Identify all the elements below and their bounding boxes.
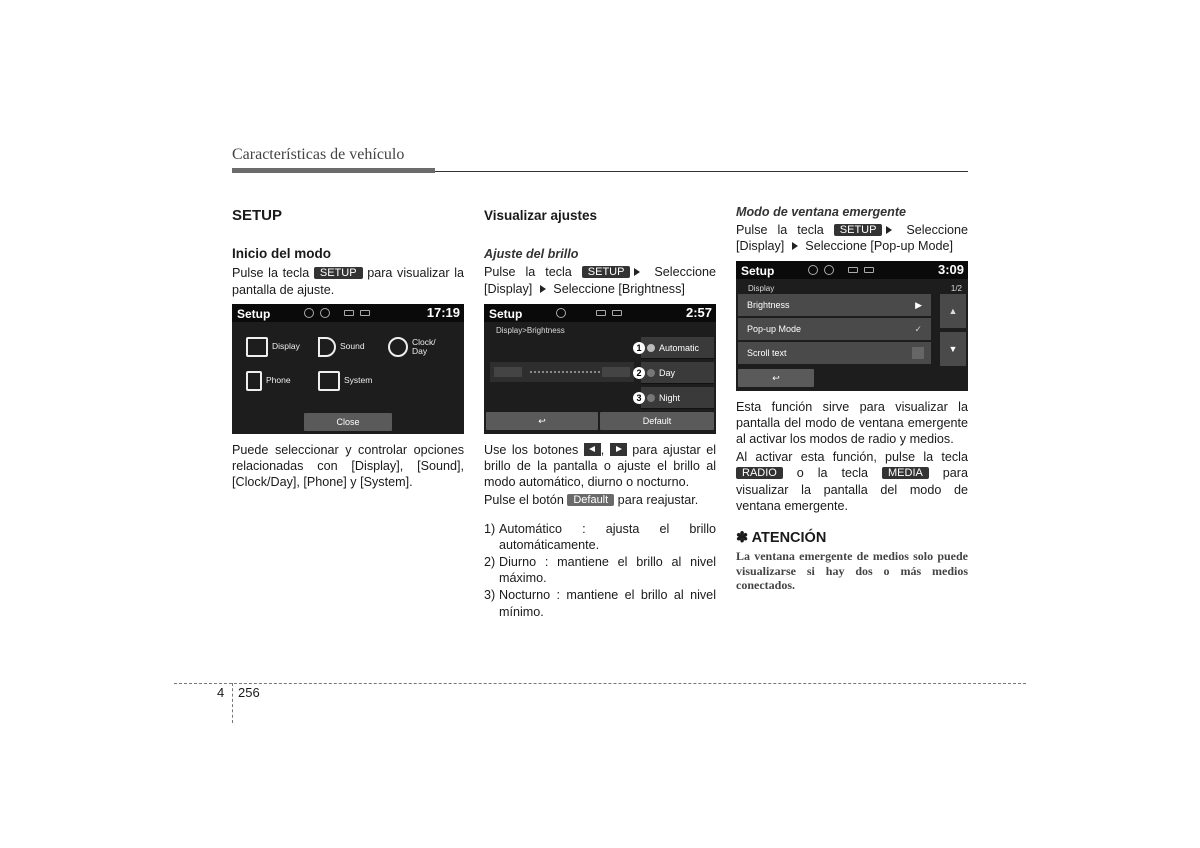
right-arrow-button[interactable] [602, 367, 630, 377]
caution-body: La ventana emergente de medios solo puede visualizarse si hay dos o más medios conectados. [736, 549, 968, 593]
mode-list [484, 521, 716, 620]
bluetooth-icon [556, 308, 566, 318]
disc-icon [320, 308, 330, 318]
text: para reajustar. [614, 493, 699, 508]
number-badge: 3 [633, 392, 645, 404]
radio-icon [647, 369, 655, 377]
section-title: SETUP [232, 207, 283, 224]
brightness-slider[interactable] [490, 362, 634, 382]
list-text: Diurno : mantiene el brillo al nivel máximo. [499, 555, 716, 586]
arrow-icon [634, 268, 640, 276]
radio-icon [647, 344, 655, 352]
tile-system[interactable] [318, 371, 372, 391]
subsection-title: Ajuste del brillo [484, 247, 579, 262]
default-key: Default [567, 494, 614, 506]
text: Seleccione [Pop-up Mode] [801, 239, 954, 254]
arrow-icon [886, 226, 892, 234]
close-button[interactable]: Close [304, 413, 392, 431]
left-arrow-button[interactable] [494, 367, 522, 377]
checkmark-icon: ✓ [914, 323, 922, 334]
scroll-up-button[interactable]: ▲ [940, 294, 966, 328]
default-button[interactable]: Default [600, 412, 714, 430]
status-bar [484, 304, 716, 322]
tile-phone[interactable] [246, 371, 291, 391]
setup-key: SETUP [314, 267, 363, 279]
text: , [600, 442, 610, 457]
text: para visualizar la pantalla de ajuste. [232, 266, 464, 297]
paragraph [484, 492, 716, 508]
setup-screen [232, 304, 464, 434]
arrow-icon [792, 242, 798, 250]
paragraph [484, 442, 716, 491]
footer-divider [232, 683, 233, 723]
battery-icon [612, 310, 622, 316]
scroll-down-button[interactable]: ▼ [940, 332, 966, 366]
clock-time: 3:09 [937, 261, 964, 277]
slider-track [530, 371, 600, 373]
bluetooth-icon [304, 308, 314, 318]
section-title: Visualizar ajustes [484, 208, 598, 223]
tile-label: Display [272, 341, 300, 352]
battery-icon [360, 310, 370, 316]
clock-icon [388, 337, 408, 357]
text: Pulse la tecla [232, 266, 314, 281]
tile-label: System [344, 375, 373, 386]
paragraph: Esta función sirve para visualizar la pantalla del modo de ventana emergente al activar los modos de radio y medios. [736, 399, 968, 447]
back-button[interactable]: ↩ [738, 369, 814, 387]
option-label: Night [659, 392, 681, 403]
header-rule [232, 168, 435, 173]
media-key: MEDIA [882, 467, 929, 479]
paragraph [736, 222, 968, 254]
tile-label: Sound [340, 341, 365, 352]
list-number: 3) [484, 588, 496, 603]
text: Al activar esta función, pulse la tecla [736, 450, 968, 465]
text: para visualizar la pantalla del modo de ventana emergente. [736, 466, 968, 513]
tile-display[interactable] [246, 337, 300, 357]
number-badge: 1 [633, 342, 645, 354]
column-display [484, 204, 716, 621]
status-bar [736, 261, 968, 279]
page-header [232, 146, 968, 174]
subsection-title: Inicio del modo [232, 246, 332, 262]
option-night[interactable] [636, 387, 714, 409]
breadcrumb: Display>Brightness [496, 325, 565, 335]
arrow-icon [540, 285, 546, 293]
tile-label: Phone [266, 375, 291, 386]
radio-key: RADIO [736, 467, 783, 479]
list-number: 2) [484, 555, 496, 570]
brightness-screen [484, 304, 716, 434]
list-item [484, 554, 716, 586]
page-indicator: 1/2 [950, 283, 962, 293]
list-number: 1) [484, 521, 496, 536]
clock-time: 2:57 [685, 304, 712, 320]
setup-key: SETUP [834, 224, 883, 236]
status-bar [232, 304, 464, 322]
usb-icon [344, 310, 354, 316]
usb-icon [848, 267, 858, 273]
text: Seleccione [Brightness] [549, 281, 685, 296]
bluetooth-icon [808, 265, 818, 275]
radio-icon [647, 394, 655, 402]
paragraph: Puede seleccionar y controlar opciones relacionadas con [Display], [Sound], [Clock/Day], [Phone] y [System]. [232, 442, 464, 490]
tile-label: Clock/ Day [412, 336, 436, 356]
subsection-title: Modo de ventana emergente [736, 205, 907, 219]
option-label: Automatic [659, 342, 700, 353]
phone-icon [246, 371, 262, 391]
breadcrumb: Display [748, 283, 775, 293]
disc-icon [824, 265, 834, 275]
header-rule-thin [435, 171, 968, 172]
text: Seleccione [Display] [736, 223, 969, 254]
clock-time: 17:19 [426, 304, 460, 320]
row-label: Brightness [747, 299, 790, 310]
row-scroll-text[interactable] [738, 342, 931, 364]
text: Pulse la tecla [736, 223, 834, 238]
screen-title: Setup [489, 306, 523, 321]
number-badge: 2 [633, 367, 645, 379]
speaker-icon [318, 337, 336, 357]
list-item [484, 587, 716, 619]
footer-rule [174, 683, 1026, 684]
column-popup [736, 204, 968, 593]
back-button[interactable]: ↩ [486, 412, 598, 430]
battery-icon [864, 267, 874, 273]
gear-icon [318, 371, 340, 391]
paragraph [232, 265, 464, 297]
popup-mode-screen [736, 261, 968, 391]
list-text: Automático : ajusta el brillo automáticamente. [499, 521, 716, 552]
left-arrow-icon [584, 443, 601, 456]
screen-title: Setup [237, 306, 271, 321]
list-text: Nocturno : mantiene el brillo al nivel mínimo. [499, 588, 716, 619]
paragraph [484, 264, 716, 296]
page-number: 256 [238, 685, 260, 700]
option-day[interactable] [636, 362, 714, 384]
tile-clock-day[interactable] [388, 337, 446, 357]
header-title: Características de vehículo [232, 146, 405, 163]
checkbox-icon [912, 347, 924, 359]
column-setup [232, 204, 464, 490]
paragraph [736, 449, 968, 514]
tile-sound[interactable] [318, 337, 365, 357]
chevron-right-icon: ▶ [915, 299, 922, 310]
text: para ajustar el brillo de la pantalla o ajuste el brillo al modo automático, diurno o nocturno. [484, 442, 717, 490]
text: Use los botones [484, 442, 584, 457]
caution-title: ✽ ATENCIÓN [736, 530, 827, 547]
option-automatic[interactable] [636, 337, 714, 359]
usb-icon [596, 310, 606, 316]
list-item [484, 521, 716, 553]
right-arrow-icon [610, 443, 627, 456]
chapter-number: 4 [217, 685, 225, 700]
text: Pulse la tecla [484, 265, 582, 280]
text: Seleccione [Display] [484, 265, 717, 296]
text: o la tecla [782, 466, 882, 481]
row-label: Pop-up Mode [747, 323, 802, 334]
row-popup-mode[interactable] [738, 318, 931, 340]
display-icon [246, 337, 268, 357]
setup-key: SETUP [582, 266, 631, 278]
screen-title: Setup [741, 263, 775, 278]
text: Pulse el botón [484, 493, 568, 508]
row-brightness[interactable] [738, 294, 931, 316]
row-label: Scroll text [747, 347, 787, 358]
option-label: Day [659, 367, 676, 378]
